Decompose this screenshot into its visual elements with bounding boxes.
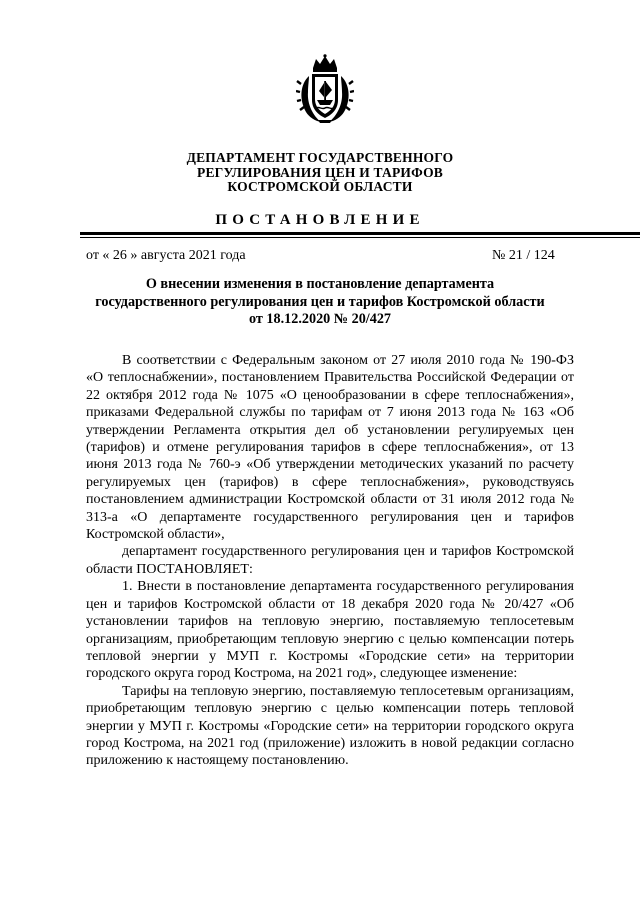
organization-line-2: РЕГУЛИРОВАНИЯ ЦЕН И ТАРИФОВ: [197, 164, 443, 180]
document-number: № 21 / 124: [492, 248, 555, 263]
header-rule-thin: [80, 237, 640, 238]
body-paragraph-2: департамент государственного регулирования цен и тарифов Костромской области ПОСТАНОВЛЯЕТ:: [86, 544, 574, 577]
subject-line-3: от 18.12.2020 № 20/427: [248, 311, 392, 327]
body-paragraph-1: В соответствии с Федеральным законом от 27 июля 2010 года № 190-ФЗ «О теплоснабжении», постановлением Правительства Российской Федерации от 22 октября 2012 года № 1075 «О ценообразовании в сфере теплоснабжения», приказами Федеральной службы по тарифам от 7 июня 2013 года № 163 «Об утверждении Регламента открытия дел об установлении регулируемых цен (тарифов) и отмене регулирования тарифов в сфере теплоснабжения», от 13 июня 2013 года № 760-э «Об утверждении методических указаний по расчету регулируемых цен (тарифов) в сфере теплоснабжения», руководствуясь постановлением администрации Костромской области от 31 июля 2012 года № 313-а «О департаменте государственного регулирования цен и тарифов Костромской области»,: [86, 353, 574, 543]
organization-name: [0, 151, 640, 195]
document-type: ПОСТАНОВЛЕНИЕ: [215, 212, 425, 228]
document-body: [86, 352, 574, 770]
body-paragraph-4: Тарифы на тепловую энергию, поставляемую теплосетевым организациям, приобретающим тепловую энергию с целью компенсации потерь тепловой энергии у МУП г. Костромы «Городские сети» на территории городского округа город Кострома, на 2021 год (приложение) изложить в новой редакции согласно приложению к настоящему постановлению.: [86, 683, 574, 769]
header-rule-thick: [80, 232, 640, 235]
document-subject: [80, 276, 560, 329]
subject-line-1: О внесении изменения в постановление департамента: [145, 276, 495, 292]
organization-line-1: ДЕПАРТАМЕНТ ГОСУДАРСТВЕННОГО: [186, 150, 454, 165]
subject-line-2: государственного регулирования цен и тарифов Костромской области: [95, 293, 545, 310]
coat-of-arms-icon: [296, 54, 354, 124]
document-date: от « 26 » августа 2021 года: [86, 248, 246, 263]
organization-line-3: КОСТРОМСКОЙ ОБЛАСТИ: [227, 179, 413, 194]
body-paragraph-3: 1. Внести в постановление департамента государственного регулирования цен и тарифов Костромской области от 18 декабря 2020 года № 20/427 «Об установлении тарифов на тепловую энергию, поставляемую теплосетевым организациям, приобретающим тепловую энергию с целью компенсации потерь тепловой энергии у МУП г. Костромы «Городские сети» на территории городского округа город Кострома, на 2021 год», следующее изменение:: [86, 579, 574, 682]
